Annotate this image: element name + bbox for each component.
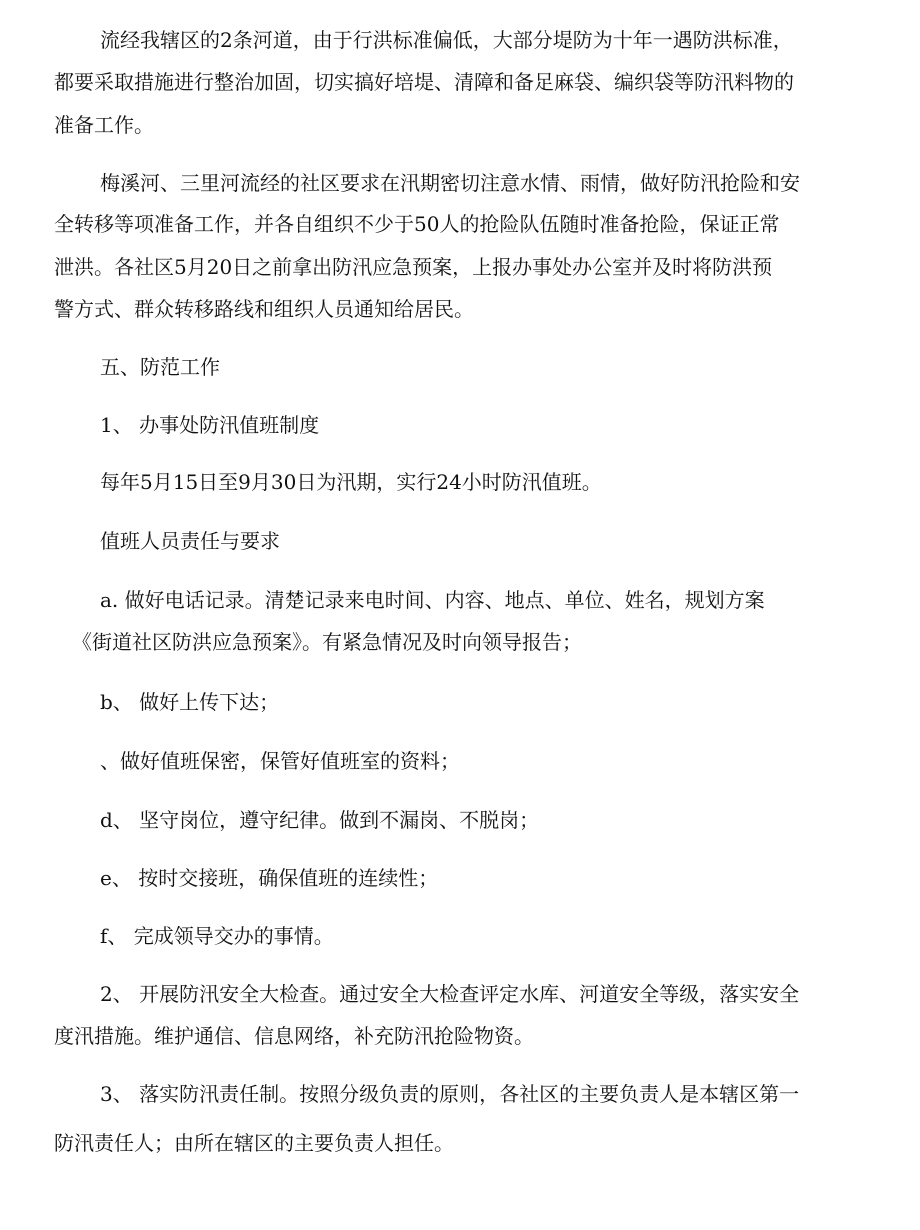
paragraph-line: 梅溪河、三里河流经的社区要求在汛期密切注意水情、雨情，做好防汛抢险和安 (100, 171, 800, 195)
list-item: b、 做好上传下达； (100, 690, 280, 714)
numbered-item: 3、 落实防汛责任制。按照分级负责的原则，各社区的主要负责人是本辖区第一 (100, 1082, 800, 1106)
list-item-continuation: 《街道社区防洪应急预案》。有紧急情况及时向领导报告； (72, 630, 582, 654)
list-item: a. 做好电话记录。清楚记录来电时间、内容、地点、单位、姓名，规划方案 (100, 588, 765, 612)
list-item: f、 完成领导交办的事情。 (100, 924, 334, 948)
section-heading: 五、防范工作 (100, 355, 220, 379)
list-item: d、 坚守岗位，遵守纪律。做到不漏岗、不脱岗； (100, 808, 540, 832)
numbered-item-continuation: 防汛责任人；由所在辖区的主要负责人担任。 (54, 1131, 454, 1155)
list-item: e、 按时交接班，确保值班的连续性； (100, 866, 439, 890)
numbered-item-continuation: 度汛措施。维护通信、信息网络，补充防汛抢险物资。 (54, 1024, 534, 1048)
list-item: 、做好值班保密，保管好值班室的资料； (100, 749, 460, 773)
paragraph-line: 泄洪。各社区5月20日之前拿出防汛应急预案，上报办事处办公室并及时将防洪预 (54, 255, 773, 279)
numbered-item: 2、 开展防汛安全大检查。通过安全大检查评定水库、河道安全等级，落实安全 (100, 982, 800, 1006)
paragraph-line: 值班人员责任与要求 (100, 529, 280, 553)
paragraph-line: 每年5月15日至9月30日为汛期，实行24小时防汛值班。 (100, 470, 602, 494)
paragraph-line: 准备工作。 (54, 113, 154, 137)
paragraph-line: 警方式、群众转移路线和组织人员通知给居民。 (54, 297, 474, 321)
paragraph-line: 全转移等项准备工作，并各自组织不少于50人的抢险队伍随时准备抢险，保证正常 (54, 212, 780, 236)
paragraph-line: 流经我辖区的2条河道，由于行洪标准偏低，大部分堤防为十年一遇防洪标准， (100, 28, 793, 52)
paragraph-line: 都要采取措施进行整治加固，切实搞好培堤、清障和备足麻袋、编织袋等防汛料物的 (54, 70, 794, 94)
subsection-heading: 1、 办事处防汛值班制度 (100, 413, 320, 437)
